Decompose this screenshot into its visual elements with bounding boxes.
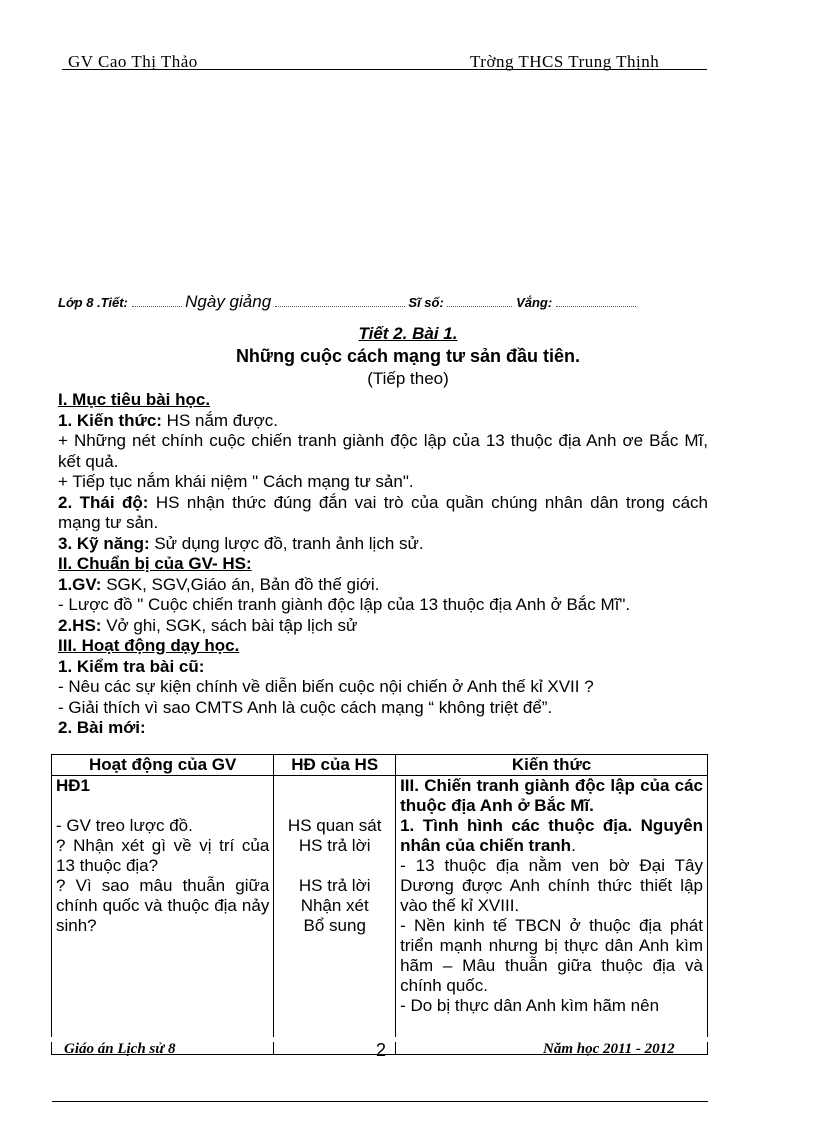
activity-table (51, 754, 708, 1055)
class-label: Lớp 8 .Tiết: (58, 295, 128, 310)
check-label: 1. Kiểm tra bài cũ: (58, 656, 205, 676)
skill-label: 3. Kỹ năng: (58, 533, 150, 553)
knowledge-subtitle: 1. Tình hình các thuộc địa. Nguyên nhân của chiến tranh (400, 816, 703, 855)
col-header-gv: Hoạt động của GV (52, 755, 274, 776)
knowledge-text: HS nắm được. (161, 410, 278, 430)
knowledge-cell (396, 776, 708, 1055)
check-question-2: - Giải thích vì sao CMTS Anh là cuộc cách mạng “ không triệt để”. (58, 697, 553, 717)
hs-line: Bổ sung (303, 916, 366, 935)
attitude-text: HS nhận thức đúng đắn vai trò của quần chúng nhân dân trong cách mạng tư sản. (58, 492, 708, 532)
header-teacher: GV Cao Thị Thảo (68, 52, 198, 71)
gv-line: - GV treo lược đồ. (56, 816, 193, 835)
knowledge-line: - Nền kinh tế TBCN ở thuộc địa phát triển mạnh nhưng bị thực dân Anh kìm hãm – Mâu thuẫn giữa thuộc địa và chính quốc. (400, 916, 703, 995)
footer-left: Giáo án Lịch sử 8 (64, 1041, 176, 1057)
count-blank (447, 296, 512, 307)
skill-text: Sử dụng lược đồ, tranh ảnh lịch sử. (149, 533, 424, 553)
knowledge-label: 1. Kiến thức: (58, 410, 162, 430)
header-school: Trờng THCS Trung Thịnh (470, 52, 660, 71)
absent-blank (556, 296, 636, 307)
knowledge-line: - 13 thuộc địa nằm ven bờ Đại Tây Dương được Anh chính thức thiết lập vào thế kỉ XVIII. (400, 856, 703, 915)
col-header-hs: HĐ của HS (274, 755, 396, 776)
table-row (52, 776, 708, 1055)
class-blank (132, 296, 182, 307)
hs-spacer (278, 856, 391, 876)
section-2-heading: II. Chuẩn bị của GV- HS: (58, 554, 252, 573)
new-lesson-label: 2. Bài mới: (58, 718, 146, 737)
page-number: 2 (376, 1040, 387, 1060)
knowledge-subtitle-end: . (571, 836, 576, 855)
check-question-1: - Nêu các sự kiện chính về diễn biến cuộc nội chiến ở Anh thế kỉ XVII ? (58, 677, 594, 696)
hs-line: HS trả lời (298, 836, 371, 855)
gv-item-2: - Lược đồ " Cuộc chiến tranh giành độc lập của 13 thuộc địa Anh ở Bắc Mĩ". (58, 595, 631, 614)
hs-line: Nhận xét (300, 896, 369, 915)
gv-cell (52, 776, 274, 1055)
hs-text: Vở ghi, SGK, sách bài tập lịch sử (101, 615, 358, 635)
hs-line: HS trả lời (298, 876, 371, 895)
gv-spacer (56, 796, 269, 816)
count-label: Sĩ số: (408, 295, 444, 310)
hs-cell (274, 776, 396, 1055)
table-header-row (52, 755, 708, 776)
hs-line: HS quan sát (287, 816, 382, 835)
gv-line: ? Nhận xét gì về vị trí của 13 thuộc địa? (56, 836, 270, 875)
knowledge-line: - Do bị thực dân Anh kìm hãm nên (400, 996, 660, 1015)
gv-text: SGK, SGV,Giáo án, Bản đồ thế giới. (101, 574, 380, 594)
gv-label: 1.GV: (58, 574, 102, 594)
lesson-body (58, 390, 708, 739)
gv-line: ? Vì sao mâu thuẫn giữa chính quốc và thuộc địa nảy sinh? (56, 876, 270, 935)
knowledge-item-1: + Những nét chính cuộc chiến tranh giành độc lập của 13 thuộc địa Anh ơe Bắc Mĩ, kết quả. (58, 431, 708, 471)
knowledge-item-2: + Tiếp tục nắm khái niệm " Cách mạng tư sản". (58, 472, 414, 491)
col-header-knowledge: Kiến thức (396, 755, 708, 776)
header-rule (62, 69, 707, 70)
date-label: Ngày giảng (185, 292, 272, 311)
date-blank (275, 296, 405, 307)
lesson-name: Những cuộc cách mạng tư sản đầu tiên. (235, 346, 581, 366)
footer-right: Năm học 2011 - 2012 (543, 1041, 675, 1057)
lesson-note: (Tiếp theo) (367, 369, 449, 388)
section-1-heading: I. Mục tiêu bài học. (58, 390, 211, 409)
lesson-meta (58, 292, 708, 312)
section-3-heading: III. Hoạt động dạy học. (58, 636, 240, 655)
lesson-title: Tiết 2. Bài 1. (358, 324, 458, 343)
absent-label: Vắng: (516, 295, 553, 310)
attitude-label: 2. Thái độ: (58, 492, 149, 512)
hs-label: 2.HS: (58, 615, 102, 635)
hs-spacer (278, 776, 391, 816)
gv-line: HĐ1 (56, 776, 91, 795)
footer-rule (52, 1101, 708, 1102)
knowledge-title: III. Chiến tranh giành độc lập của các thuộc địa Anh ở Bắc Mĩ. (400, 776, 703, 815)
